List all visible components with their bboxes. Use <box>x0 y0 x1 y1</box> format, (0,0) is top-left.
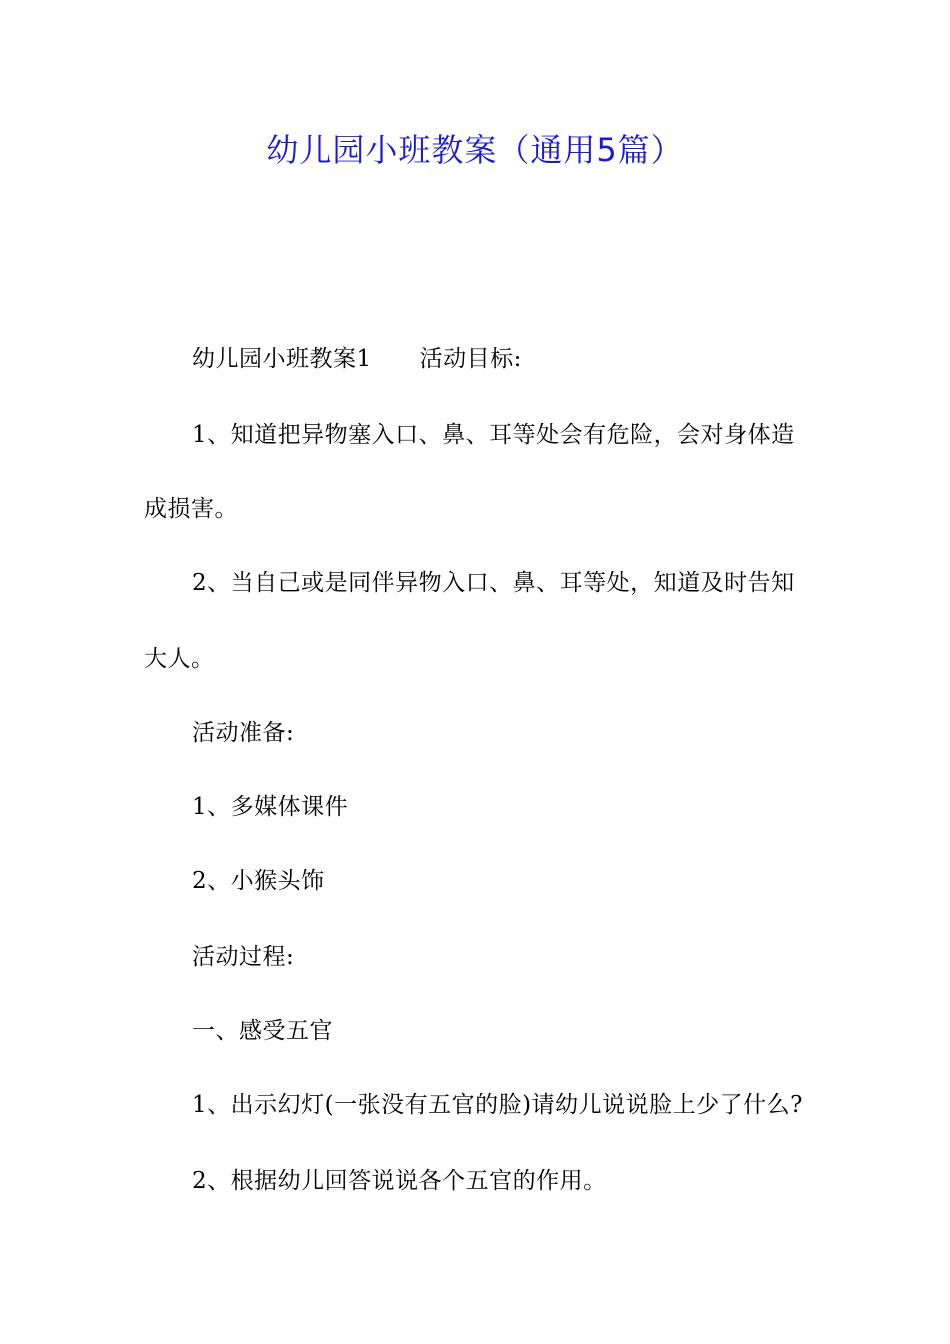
paragraph-line: 活动过程: <box>192 944 295 970</box>
paragraph-line: 活动准备: <box>192 720 295 746</box>
paragraph-line: 大人。 <box>144 646 215 672</box>
paragraph-line: 成损害。 <box>144 496 238 522</box>
paragraph-line: 1、出示幻灯(一张没有五官的脸)请幼儿说说脸上少了什么? <box>192 1092 803 1118</box>
paragraph-line: 2、根据幼儿回答说说各个五官的作用。 <box>192 1168 607 1194</box>
lesson-name: 幼儿园小班教案1 <box>192 346 372 372</box>
paragraph-line: 一、感受五官 <box>192 1018 333 1044</box>
activity-goal-label: 活动目标: <box>419 346 522 372</box>
document-title: 幼儿园小班教案（通用5篇） <box>266 131 684 169</box>
paragraph-line: 2、当自己或是同伴异物入口、鼻、耳等处，知道及时告知 <box>192 570 795 596</box>
paragraph-line: 2、小猴头饰 <box>192 868 325 894</box>
paragraph-line: 1、多媒体课件 <box>192 794 349 820</box>
section-heading <box>192 344 522 374</box>
paragraph-line: 1、知道把异物塞入口、鼻、耳等处会有危险，会对身体造 <box>192 422 795 448</box>
